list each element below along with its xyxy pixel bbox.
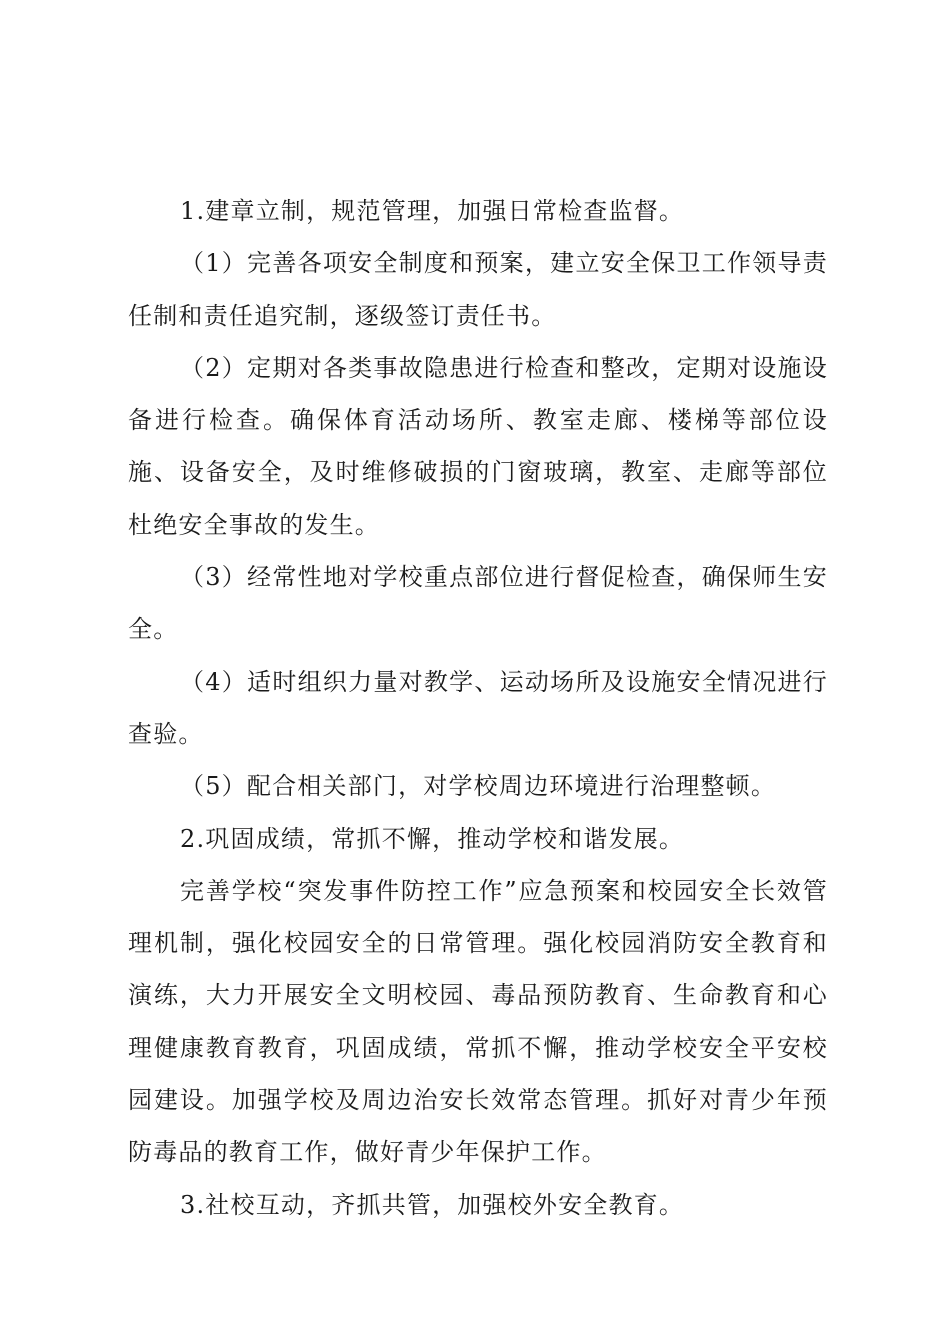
section-heading-3: 3.社校互动，齐抓共管，加强校外安全教育。 [180, 1190, 685, 1219]
section-heading-2: 2.巩固成绩，常抓不懈，推动学校和谐发展。 [180, 824, 685, 853]
paragraph-item-3: （3）经常性地对学校重点部位进行督促检查，确保师生安全。 [128, 563, 828, 644]
paragraph-item-4: （4）适时组织力量对教学、运动场所及设施安全情况进行查验。 [128, 667, 828, 748]
paragraph-item-5: （5）配合相关部门，对学校周边环境进行治理整顿。 [180, 772, 777, 801]
paragraph-item-1: （1）完善各项安全制度和预案，建立安全保卫工作领导责任制和责任追究制，逐级签订责任书。 [128, 249, 828, 330]
paragraph-item-2: （2）定期对各类事故隐患进行检查和整改，定期对设施设备进行检查。确保体育活动场所、教室走廊、楼梯等部位设施、设备安全，及时维修破损的门窗玻璃，教室、走廊等部位杜绝安全事故的发生。 [128, 353, 828, 539]
document-body [128, 185, 828, 1231]
section-heading-1: 1.建章立制，规范管理，加强日常检查监督。 [180, 197, 685, 225]
paragraph-body: 完善学校“突发事件防控工作”应急预案和校园安全长效管理机制，强化校园安全的日常管理。强化校园消防安全教育和演练，大力开展安全文明校园、毒品预防教育、生命教育和心理健康教育教育，巩固成绩，常抓不懈，推动学校安全平安校园建设。加强学校及周边治安长效常态管理。抓好对青少年预防毒品的教育工作，做好青少年保护工作。 [128, 876, 828, 1167]
